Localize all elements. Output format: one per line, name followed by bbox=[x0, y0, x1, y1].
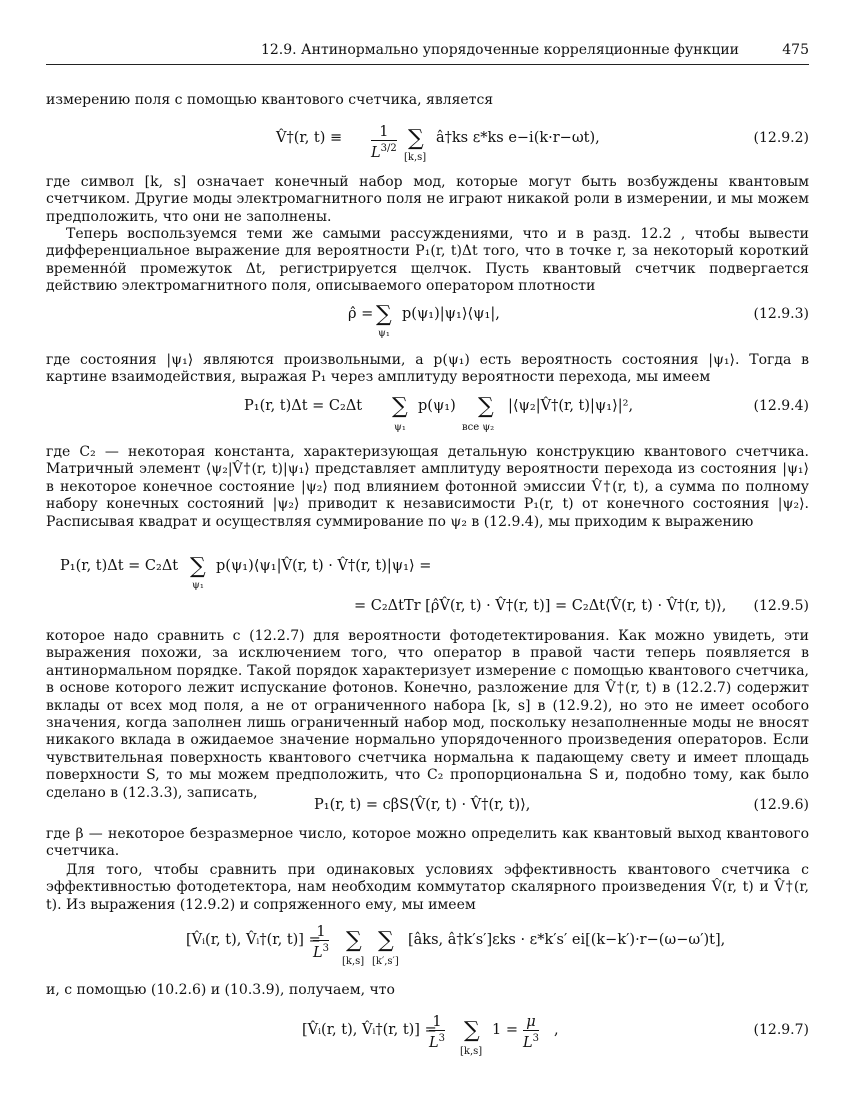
eq7b-fraction bbox=[426, 1014, 448, 1051]
eq3-sum: ∑ bbox=[376, 302, 392, 327]
eq7a-rhs: [âks, â†k′s′]εks · ε*k′s′ ei[(k−k′)·r−(ω−ω′)t], bbox=[408, 932, 726, 948]
paragraph-5: где C₂ — некоторая константа, характеризующая детальную конструкцию квантового счетчика. Матричный элемент ⟨ψ₂|V̂†(r, t)|ψ₁⟩ представляет амплитуду вероятности перехода из состояния |ψ₁⟩ в некоторое конечное состояние |ψ₂⟩ под влиянием фотонной эмиссии V̂†(r, t), а сумма по полному набору конечных состояний |ψ₂⟩ приводит к независимости P₁(r, t) от конечного состояния |ψ₂⟩. Расписывая квадрат и осуществляя суммирование по ψ₂ в (12.9.4), мы приходим к выражению bbox=[46, 444, 809, 530]
equation-12-9-2 bbox=[46, 124, 809, 164]
paragraph-7: где β — некоторое безразмерное число, которое можно определить как квантовый выход квантового счетчика. bbox=[46, 826, 809, 860]
eq6-lhs: P₁(r, t) = cβS⟨V̂(r, t) · V̂†(r, t)⟩, bbox=[314, 797, 531, 813]
eq7b-den2: L bbox=[523, 1035, 533, 1051]
page-number: 475 bbox=[782, 42, 809, 58]
paragraph-6: которое надо сравнить с (12.2.7) для вероятности фотодетектирования. Как можно увидеть, эти выражения похожи, за исключением того, что оператор в правой части теперь появляется в антинормальном порядке. Такой порядок характеризует измерение с помощью квантового счетчика, в основе которого лежит испускание фотонов. Конечно, разложение для V̂†(r, t) в (12.2.7) содержит вклады от всех мод поля, а не от ограниченного набора [k, s] в (12.9.2), но это не имеет особого значения, когда заполнен лишь ограниченный набор мод, поскольку незаполненные моды не вносят никакого вклада в ожидаемое значение нормально упорядоченного произведения операторов. Если чувствительная поверхность квантового счетчика нормальна к падающему свету и имеет площадь поверхности S, то мы можем предположить, что C₂ пропорциональна S и, подобно тому, как было сделано в (12.3.3), записать, bbox=[46, 628, 809, 801]
eq3-lhs: ρ̂ = bbox=[348, 306, 374, 322]
eq7a-sum: ∑ bbox=[346, 928, 362, 953]
eq3-sum-under: ψ₁ bbox=[378, 328, 390, 339]
equation-12-9-4 bbox=[46, 392, 809, 434]
eq7b-sum: ∑ bbox=[464, 1018, 480, 1043]
eq3-rhs: p(ψ₁)|ψ₁⟩⟨ψ₁|, bbox=[402, 306, 500, 322]
eq7a-lhs: [V̂ᵢ(r, t), V̂ᵢ†(r, t)] = bbox=[186, 932, 321, 948]
eq5a-lhs: P₁(r, t)Δt = C₂Δt bbox=[60, 558, 179, 574]
eq7a-num: 1 bbox=[313, 924, 329, 941]
paragraph-8: Для того, чтобы сравнить при одинаковых условиях эффективность квантового счетчика с эффективностью фотодетектора, нам необходим коммутатор скалярного произведения V̂(r, t) и V̂†(r, t). Из выражения (12.9.2) и сопряженного ему, мы имеем bbox=[46, 862, 809, 913]
eq5a-rhs: p(ψ₁)⟨ψ₁|V̂(r, t) · V̂†(r, t)|ψ₁⟩ = bbox=[216, 558, 432, 574]
running-header bbox=[46, 38, 809, 65]
eq4-sum: ∑ bbox=[392, 394, 408, 419]
paragraph-1: измерению поля с помощью квантового счетчика, является bbox=[46, 92, 494, 108]
eq6-tag: (12.9.6) bbox=[753, 797, 809, 813]
eq5b-rhs: = C₂ΔtTr [ρ̂V̂(r, t) · V̂†(r, t)] = C₂Δt⟨V̂(r, t) · V̂†(r, t)⟩, bbox=[354, 598, 727, 614]
eq4-sum-under: ψ₁ bbox=[394, 422, 406, 433]
section-title: 12.9. Антинормально упорядоченные корреляционные функции bbox=[260, 42, 739, 58]
eq2-sum: ∑ bbox=[408, 126, 424, 151]
eq5a-sum-under: ψ₁ bbox=[192, 580, 204, 591]
equation-12-9-3 bbox=[46, 300, 809, 340]
paragraph-3: Теперь воспользуемся теми же самыми рассуждениями, что и в разд. 12.2 , чтобы вывести дифференциальное выражение для вероятности P₁(r, t)Δt того, что в точке r, за некоторый короткий временно́й промежуток Δt, регистрируется щелчок. Пусть квантовый счетчик подвергается действию электромагнитного поля, описываемого оператором плотности bbox=[46, 226, 809, 295]
eq7b-den2-sup: 3 bbox=[532, 1033, 540, 1044]
eq7b-den: L bbox=[429, 1035, 439, 1051]
eq5a-sum: ∑ bbox=[190, 554, 206, 579]
paragraph-9: и, с помощью (10.2.6) и (10.3.9), получаем, что bbox=[46, 982, 395, 998]
eq7b-sum-under: [k,s] bbox=[460, 1046, 483, 1057]
equation-12-9-6 bbox=[46, 797, 809, 823]
eq2-rhs: â†ks ε*ks e−i(k·r−ωt), bbox=[436, 130, 600, 146]
eq4-tag: (12.9.4) bbox=[753, 398, 809, 414]
eq2-den: L bbox=[371, 145, 381, 161]
eq7b-num2: μ bbox=[523, 1014, 539, 1031]
eq7b-lhs: [V̂ᵢ(r, t), V̂ᵢ†(r, t)] = bbox=[302, 1022, 437, 1038]
eq7b-mid: 1 = bbox=[492, 1022, 518, 1038]
eq4-rhs: |⟨ψ₂|V̂†(r, t)|ψ₁⟩|², bbox=[508, 398, 634, 414]
paragraph-4: где состояния |ψ₁⟩ являются произвольными, а p(ψ₁) есть вероятность состояния |ψ₁⟩. Тогда в картине взаимодействия, выражая P₁ через амплитуду вероятности перехода, мы имеем bbox=[46, 352, 809, 386]
eq4-lhs: P₁(r, t)Δt = C₂Δt bbox=[244, 398, 363, 414]
eq3-tag: (12.9.3) bbox=[753, 306, 809, 322]
paragraph-2: где символ [k, s] означает конечный набор мод, которые могут быть возбуждены квантовым счетчиком. Другие моды электромагнитного поля не играют никакой роли в измерении, и мы можем предположить, что они не заполнены. bbox=[46, 174, 809, 225]
eq2-fraction bbox=[368, 124, 400, 161]
eq7a-fraction bbox=[310, 924, 332, 961]
eq7a-sum2-under: [k′,s′] bbox=[372, 956, 399, 967]
equation-commutator bbox=[46, 924, 809, 968]
eq4-sum2-under: все ψ₂ bbox=[462, 422, 495, 433]
eq7a-sum2: ∑ bbox=[378, 928, 394, 953]
eq7a-sum-under: [k,s] bbox=[342, 956, 365, 967]
eq7b-tag: (12.9.7) bbox=[753, 1022, 809, 1038]
eq4-sum2: ∑ bbox=[478, 394, 494, 419]
eq2-sum-under: [k,s] bbox=[404, 152, 427, 163]
eq2-den-sup: 3/2 bbox=[380, 143, 397, 154]
equation-12-9-7 bbox=[46, 1014, 809, 1060]
eq2-lhs: V̂†(r, t) ≡ bbox=[276, 130, 343, 146]
equation-12-9-5-line2 bbox=[46, 598, 809, 624]
eq2-num: 1 bbox=[371, 124, 397, 141]
eq2-tag: (12.9.2) bbox=[753, 130, 809, 146]
equation-12-9-5-line1 bbox=[46, 552, 809, 592]
eq7a-den: L bbox=[313, 945, 323, 961]
eq7a-den-sup: 3 bbox=[322, 943, 330, 954]
eq4-mid: p(ψ₁) bbox=[418, 398, 456, 414]
eq7b-num: 1 bbox=[429, 1014, 445, 1031]
eq7b-den-sup: 3 bbox=[438, 1033, 446, 1044]
eq7b-fraction2 bbox=[520, 1014, 542, 1051]
eq5-tag: (12.9.5) bbox=[753, 598, 809, 614]
eq7b-rhs: , bbox=[554, 1022, 559, 1038]
